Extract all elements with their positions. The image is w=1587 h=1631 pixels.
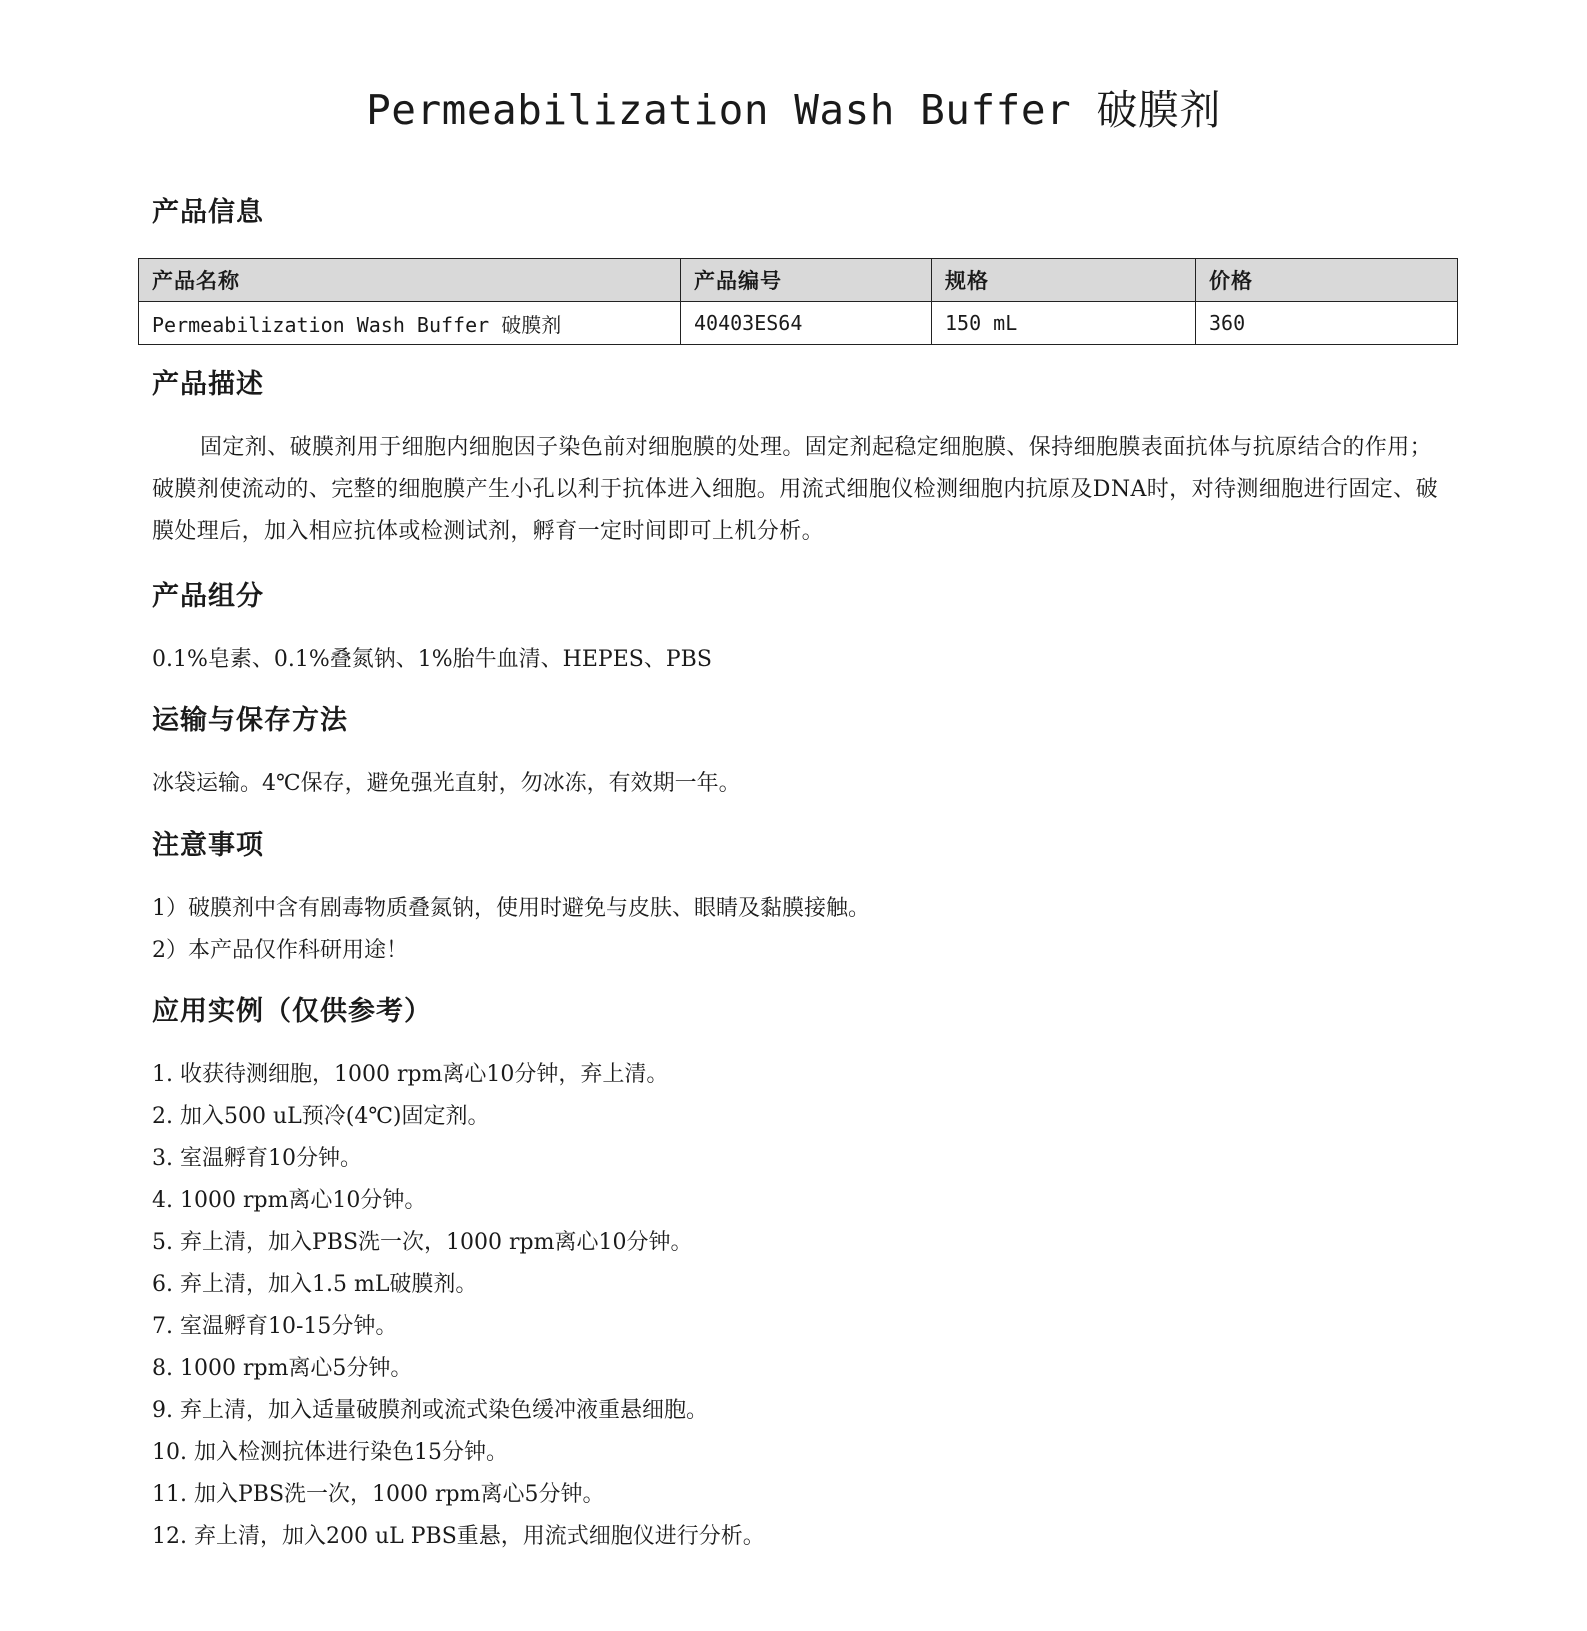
list-item: 4. 1000 rpm离心10分钟。 [152, 1188, 427, 1213]
section-heading-info: 产品信息 [152, 197, 264, 228]
cell-product-code: 40403ES64 [681, 302, 932, 345]
list-item: 11. 加入PBS洗一次，1000 rpm离心5分钟。 [152, 1482, 605, 1507]
product-info-table [138, 258, 1458, 345]
cell-product-price: 360 [1196, 302, 1458, 345]
components-paragraph: 0.1%皂素、0.1%叠氮钠、1%胎牛血清、HEPES、PBS [152, 647, 712, 672]
table-header-code: 产品编号 [681, 259, 932, 302]
list-item: 10. 加入检测抗体进行染色15分钟。 [152, 1440, 508, 1465]
list-item: 8. 1000 rpm离心5分钟。 [152, 1356, 413, 1381]
list-item: 12. 弃上清，加入200 uL PBS重悬，用流式细胞仪进行分析。 [152, 1524, 765, 1549]
document-title: Permeabilization Wash Buffer 破膜剂 [366, 86, 1221, 134]
section-heading-components: 产品组分 [152, 581, 264, 612]
protocol-steps-list [152, 1054, 765, 1558]
section-heading-storage: 运输与保存方法 [152, 705, 348, 736]
list-item: 1. 收获待测细胞，1000 rpm离心10分钟，弃上清。 [152, 1062, 669, 1087]
list-item: 1）破膜剂中含有剧毒物质叠氮钠，使用时避免与皮肤、眼睛及黏膜接触。 [152, 896, 870, 921]
list-item: 5. 弃上清，加入PBS洗一次，1000 rpm离心10分钟。 [152, 1230, 693, 1255]
list-item: 3. 室温孵育10分钟。 [152, 1146, 362, 1171]
table-header-row [139, 259, 1458, 302]
list-item: 9. 弃上清，加入适量破膜剂或流式染色缓冲液重悬细胞。 [152, 1398, 708, 1423]
list-item: 6. 弃上清，加入1.5 mL破膜剂。 [152, 1272, 478, 1297]
cell-product-name: Permeabilization Wash Buffer 破膜剂 [139, 302, 681, 345]
table-header-spec: 规格 [932, 259, 1196, 302]
section-heading-description: 产品描述 [152, 369, 264, 400]
description-paragraph: 固定剂、破膜剂用于细胞内细胞因子染色前对细胞膜的处理。固定剂起稳定细胞膜、保持细胞膜表面抗体与抗原结合的作用；破膜剂使流动的、完整的细胞膜产生小孔以利于抗体进入细胞。用流式细胞仪检测细胞内抗原及DNA时，对待测细胞进行固定、破膜处理后，加入相应抗体或检测试剂，孵育一定时间即可上机分析。 [152, 435, 1438, 544]
section-heading-application: 应用实例（仅供参考） [152, 996, 432, 1027]
list-item: 2. 加入500 uL预冷(4℃)固定剂。 [152, 1104, 490, 1129]
storage-paragraph: 冰袋运输。4℃保存，避免强光直射，勿冰冻，有效期一年。 [152, 771, 741, 796]
section-heading-notes: 注意事项 [152, 830, 264, 861]
table-row [139, 302, 1458, 345]
table-header-price: 价格 [1196, 259, 1458, 302]
notes-list [152, 888, 870, 972]
table-header-name: 产品名称 [139, 259, 681, 302]
list-item: 7. 室温孵育10-15分钟。 [152, 1314, 398, 1339]
cell-product-spec: 150 mL [932, 302, 1196, 345]
list-item: 2）本产品仅作科研用途！ [152, 938, 408, 963]
